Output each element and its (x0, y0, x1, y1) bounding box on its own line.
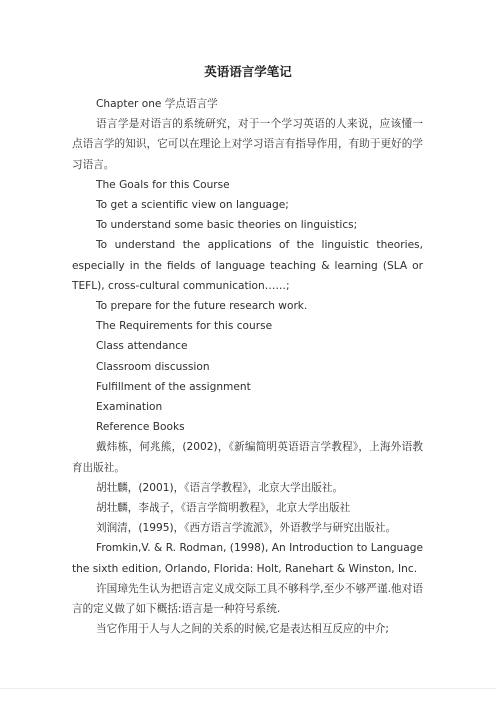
chapter-heading: Chapter one 学点语言学 (96, 98, 218, 110)
reference-item: 胡壮麟，李战子，《语言学简明教程》，北京大学出版社 (96, 502, 351, 515)
goal-item: To understand some basic theories on linguistics; (96, 219, 358, 232)
requirements-heading: The Requirements for this course (96, 320, 273, 333)
goal-item: To prepare for the future research work. (96, 300, 308, 313)
document-title: 英语语言学笔记 (204, 64, 292, 79)
document-body (72, 94, 423, 639)
reference-item: 戴炜栋，何兆熊，(2002)，《新编简明英语语言学教程》，上海外语教育出版社。 (72, 441, 423, 474)
definition-paragraph: 当它作用于人与人之间的关系的时候,它是表达相互反应的中介; (96, 623, 389, 636)
reference-item: 胡壮麟，(2001)，《语言学教程》，北京大学出版社。 (96, 481, 344, 494)
requirement-item: Class attendance (96, 340, 188, 353)
reference-item: 刘润清，(1995)，《西方语言学流派》，外语教学与研究出版社。 (96, 522, 397, 535)
definition-paragraph: 许国璋先生认为把语言定义成交际工具不够科学,至少不够严谨.他对语言的定义做了如下概括:语言是一种符号系统. (72, 582, 423, 616)
requirement-item: Classroom discussion (96, 360, 210, 373)
intro-paragraph: 语言学是对语言的系统研究，对于一个学习英语的人来说，应该懂一点语言学的知识，它可以在理论上对学习语言有指导作用，有助于更好的学习语言。 (72, 118, 423, 171)
reference-item: Fromkin,V. & R. Rodman, (1998), An Introduction to Language the sixth edition, Orlando, Florida: Holt, Ranehart & Winston, Inc. (72, 542, 423, 575)
references-heading: Reference Books (96, 421, 185, 434)
requirement-item: Fulfillment of the assignment (96, 380, 251, 393)
requirement-item: Examination (96, 401, 163, 414)
goal-item: To get a scientific view on language; (96, 199, 289, 212)
page-bottom-divider (0, 688, 496, 689)
goal-item: To understand the applications of the linguistic theories, especially in the fields of language teaching & learning (SLA or TEFL), cross-cultural communication……; (72, 239, 423, 292)
goals-heading: The Goals for this Course (96, 178, 230, 191)
